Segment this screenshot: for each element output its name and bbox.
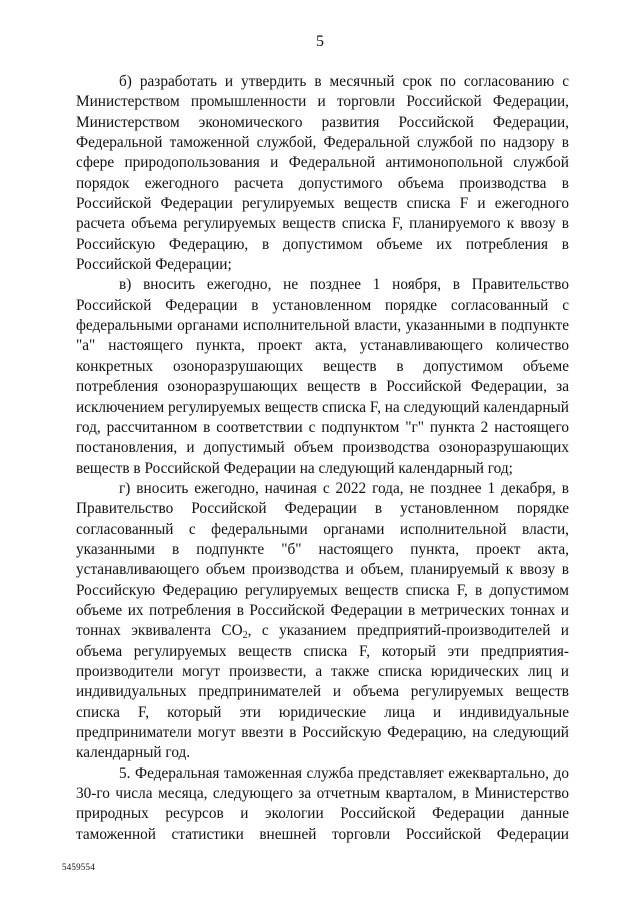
paragraph-b: б) разработать и утвердить в месячный срок по согласованию с Министерством промышленности и торговли Российской Федерации, Министерством экономического развития Российской Федерации, Федеральной таможенной службой, Федеральной службой по надзору в сфере природопользования и Федеральной антимонопольной службой порядок ежегодного расчета допустимого объема производства в Российской Федерации регулируемых веществ списка F и ежегодного расчета объема регулируемых веществ списка F, планируемого к ввозу в Российскую Федерацию, в допустимом объеме их потребления в Российской Федерации; [76,73,569,274]
paragraph-v: в) вносить ежегодно, не позднее 1 ноября, в Правительство Российской Федерации в установленном порядке согласованный с федеральными органами исполнительной власти, указанными в подпункте "а" настоящего пункта, проект акта, устанавливающего количество конкретных озоноразрушающих веществ в допустимом объеме потребления озоноразрушающих веществ в Российской Федерации, за исключением регулируемых веществ списка F, на следующий календарный год, рассчитанном в соответствии с подпунктом "г" пункта 2 настоящего постановления, и допустимый объем производства озоноразрушающих веществ в Российской Федерации на следующий календарный год; [76,276,569,477]
paragraph-g-text-end: , с указанием предприятий-производителей и объема регулируемых веществ списка F, который эти предприятия-производители могут произвести, а также списка юридических лиц и индивидуальных предпринимателей и объема регулируемых веществ списка F, который эти юридические лица и индивидуальные предприниматели могут ввезти в Российскую Федерацию, на следующий календарный год. [76,622,569,762]
document-body [76,72,569,845]
paragraph-g-text-start: г) вносить ежегодно, начиная с 2022 года, не позднее 1 декабря, в Правительство Российской Федерации в установленном порядке согласованный с федеральными органами исполнительной власти, указанными в подпункте "б" настоящего пункта, проект акта, устанавливающего объем производства и объем, планируемый к ввозу в Российскую Федерацию регулируемых веществ списка F, в допустимом объеме их потребления в Российской Федерации в метрических тоннах и тоннах эквивалента CO [76,479,569,640]
co2-subscript: 2 [242,630,248,642]
paragraph-g [76,479,569,764]
document-code: 5459554 [62,862,95,872]
paragraph-5: 5. Федеральная таможенная служба представляет ежеквартально, до 30-го числа месяца, следующего за отчетным кварталом, в Министерство природных ресурсов и экологии Российской Федерации данные таможенной статистики внешней торговли Российской Федерации [76,764,569,843]
page-number: 5 [316,33,324,50]
